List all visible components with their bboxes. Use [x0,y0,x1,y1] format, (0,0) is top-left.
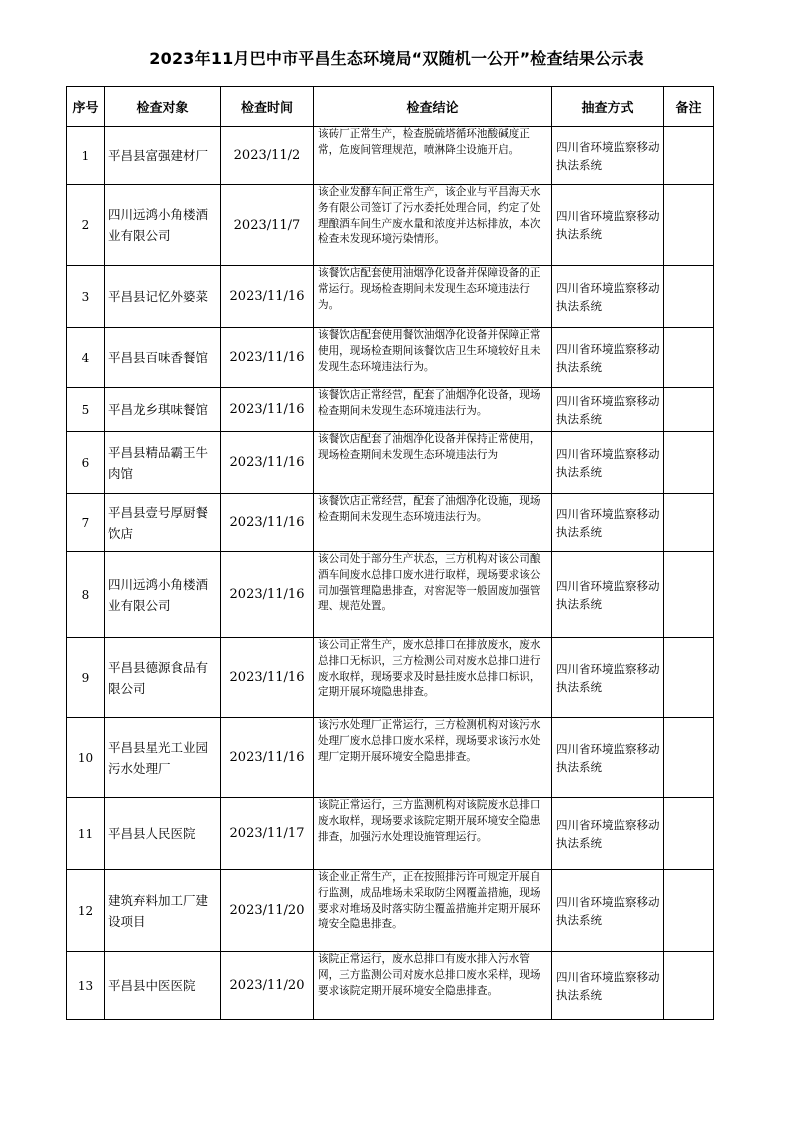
inspection-target: 四川远鸿小角楼酒业有限公司 [105,552,221,638]
row-number: 11 [67,798,105,870]
inspection-time: 2023/11/16 [221,432,314,494]
header-time: 检查时间 [221,87,314,127]
inspection-target: 平昌县星光工业园污水处理厂 [105,718,221,798]
row-number: 3 [67,266,105,328]
conclusion-text: 该餐饮店配套了油烟净化设备并保持正常使用，现场检查期间未发现生态环境违法行为 [318,433,541,461]
inspection-method: 四川省环境监察移动执法系统 [552,494,664,552]
row-number: 10 [67,718,105,798]
header-target: 检查对象 [105,87,221,127]
row-number: 2 [67,185,105,266]
inspection-time: 2023/11/16 [221,388,314,432]
row-number: 7 [67,494,105,552]
row-number: 6 [67,432,105,494]
remark [664,494,714,552]
row-number: 9 [67,638,105,718]
header-method: 抽查方式 [552,87,664,127]
inspection-time: 2023/11/16 [221,328,314,388]
inspection-target: 平昌县精品霸王牛肉馆 [105,432,221,494]
inspection-time: 2023/11/2 [221,127,314,185]
inspection-target: 平昌县中医医院 [105,952,221,1020]
remark [664,638,714,718]
inspection-time: 2023/11/16 [221,552,314,638]
table-header-row [67,87,714,127]
inspection-conclusion [314,127,552,185]
inspection-method: 四川省环境监察移动执法系统 [552,328,664,388]
inspection-target: 平昌县德源食品有限公司 [105,638,221,718]
inspection-target: 四川远鸿小角楼酒业有限公司 [105,185,221,266]
row-number: 1 [67,127,105,185]
remark [664,718,714,798]
table-row [67,432,714,494]
inspection-method: 四川省环境监察移动执法系统 [552,952,664,1020]
table-row [67,388,714,432]
remark [664,266,714,328]
inspection-time: 2023/11/16 [221,494,314,552]
inspection-method: 四川省环境监察移动执法系统 [552,798,664,870]
conclusion-text: 该砖厂正常生产，检查脱硫塔循环池酸碱度正常，危废间管理规范，喷淋降尘设施开启。 [318,128,530,156]
inspection-method: 四川省环境监察移动执法系统 [552,185,664,266]
conclusion-text: 该餐饮店正常经营，配套了油烟净化设施，现场检查期间未发现生态环境违法行为。 [318,495,541,523]
remark [664,127,714,185]
inspection-time: 2023/11/20 [221,870,314,952]
inspection-target: 平昌县记忆外婆菜 [105,266,221,328]
table-row [67,718,714,798]
inspection-target: 平昌龙乡琪味餐馆 [105,388,221,432]
inspection-target: 建筑弃料加工厂建设项目 [105,870,221,952]
conclusion-text: 该企业发酵车间正常生产，该企业与平昌海天水务有限公司签订了污水委托处理合同，约定了处理酿酒车间生产废水量和浓度并达标排放，本次检查未发现环境污染情形。 [318,186,541,246]
header-no: 序号 [67,87,105,127]
table-body [67,127,714,1020]
remark [664,388,714,432]
inspection-conclusion [314,870,552,952]
inspection-conclusion [314,388,552,432]
inspection-conclusion [314,328,552,388]
row-number: 5 [67,388,105,432]
inspection-time: 2023/11/7 [221,185,314,266]
inspection-results-table [66,86,714,1020]
inspection-conclusion [314,952,552,1020]
inspection-target: 平昌县人民医院 [105,798,221,870]
inspection-target: 平昌县百味香餐馆 [105,328,221,388]
inspection-conclusion [314,552,552,638]
inspection-conclusion [314,432,552,494]
inspection-method: 四川省环境监察移动执法系统 [552,432,664,494]
inspection-time: 2023/11/17 [221,798,314,870]
inspection-method: 四川省环境监察移动执法系统 [552,638,664,718]
row-number: 8 [67,552,105,638]
inspection-time: 2023/11/20 [221,952,314,1020]
conclusion-text: 该公司处于部分生产状态，三方机构对该公司酿酒车间废水总排口废水进行取样，现场要求该公司加强管理隐患排查，对窖泥等一般固废加强管理、规范处置。 [318,553,541,613]
inspection-conclusion [314,185,552,266]
conclusion-text: 该院正常运行，三方监测机构对该院废水总排口废水取样，现场要求该院定期开展环境安全隐患排查，加强污水处理设施管理运行。 [318,799,541,843]
inspection-method: 四川省环境监察移动执法系统 [552,718,664,798]
conclusion-text: 该餐饮店配套使用油烟净化设备并保障设备的正常运行。现场检查期间未发现生态环境违法行为。 [318,267,541,311]
inspection-method: 四川省环境监察移动执法系统 [552,388,664,432]
table-row [67,638,714,718]
inspection-conclusion [314,718,552,798]
inspection-conclusion [314,798,552,870]
inspection-method: 四川省环境监察移动执法系统 [552,266,664,328]
conclusion-text: 该餐饮店配套使用餐饮油烟净化设备并保障正常使用，现场检查期间该餐饮店卫生环境较好且未发现生态环境违法行为。 [318,329,541,373]
header-note: 备注 [664,87,714,127]
inspection-method: 四川省环境监察移动执法系统 [552,552,664,638]
inspection-conclusion [314,638,552,718]
inspection-target: 平昌县富强建材厂 [105,127,221,185]
remark [664,185,714,266]
remark [664,328,714,388]
inspection-conclusion [314,494,552,552]
conclusion-text: 该企业正常生产，正在按照排污许可规定开展自行监测，成品堆场未采取防尘网覆盖措施，现场要求对堆场及时落实防尘覆盖措施并定期开展环境安全隐患排查。 [318,871,541,931]
table-row [67,870,714,952]
table-row [67,127,714,185]
table-row [67,798,714,870]
remark [664,798,714,870]
header-conclusion: 检查结论 [314,87,552,127]
inspection-conclusion [314,266,552,328]
inspection-method: 四川省环境监察移动执法系统 [552,870,664,952]
table-row [67,552,714,638]
conclusion-text: 该院正常运行，废水总排口有废水排入污水管网，三方监测公司对废水总排口废水采样，现场要求该院定期开展环境安全隐患排查。 [318,953,541,997]
conclusion-text: 该餐饮店正常经营，配套了油烟净化设备，现场检查期间未发现生态环境违法行为。 [318,389,541,417]
inspection-time: 2023/11/16 [221,718,314,798]
conclusion-text: 该污水处理厂正常运行，三方检测机构对该污水处理厂废水总排口废水采样，现场要求该污水处理厂定期开展环境安全隐患排查。 [318,719,541,763]
remark [664,432,714,494]
row-number: 13 [67,952,105,1020]
row-number: 12 [67,870,105,952]
remark [664,952,714,1020]
inspection-method: 四川省环境监察移动执法系统 [552,127,664,185]
page-title: 2023年11月巴中市平昌生态环境局“双随机一公开”检查结果公示表 [149,49,644,68]
row-number: 4 [67,328,105,388]
conclusion-text: 该公司正常生产，废水总排口在排放废水，废水总排口无标识，三方检测公司对废水总排口进行废水取样，现场要求及时悬挂废水总排口标识，定期开展环境隐患排查。 [318,639,541,699]
inspection-target: 平昌县壹号厚厨餐饮店 [105,494,221,552]
table-row [67,185,714,266]
remark [664,870,714,952]
table-row [67,494,714,552]
table-row [67,952,714,1020]
table-row [67,266,714,328]
remark [664,552,714,638]
inspection-time: 2023/11/16 [221,638,314,718]
table-row [67,328,714,388]
inspection-time: 2023/11/16 [221,266,314,328]
